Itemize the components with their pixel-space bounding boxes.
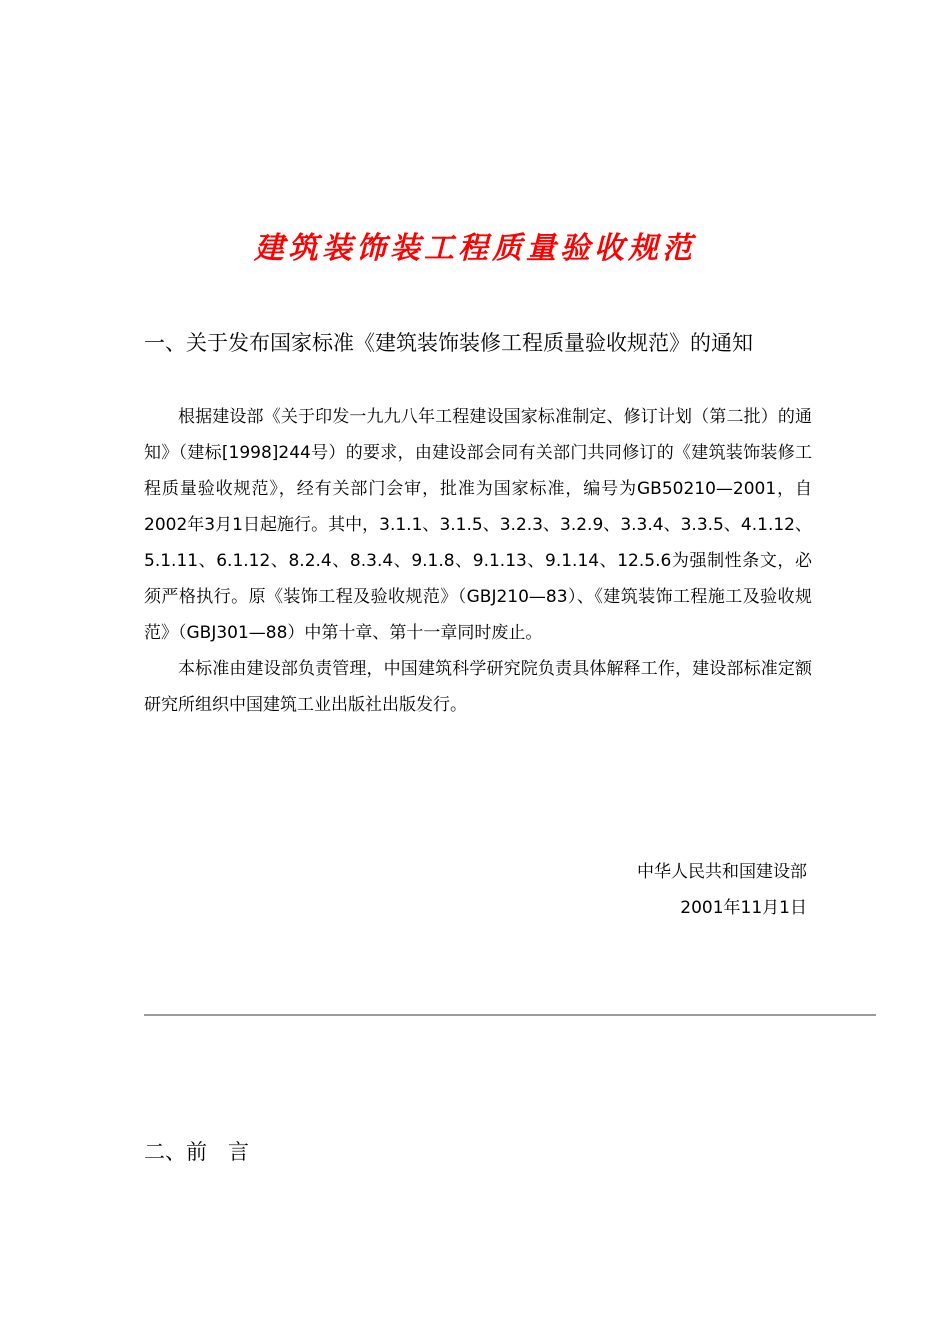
notice-body xyxy=(144,399,812,723)
section-heading-preface: 二、前 言 xyxy=(144,1140,249,1164)
signature-date: 2001年11月1日 xyxy=(680,898,807,918)
document-title: 建筑装饰装工程质量验收规范 xyxy=(254,231,696,266)
notice-paragraph-1: 根据建设部《关于印发一九九八年工程建设国家标准制定、修订计划（第二批）的通知》（建标[1998]244号）的要求，由建设部会同有关部门共同修订的《建筑装饰装修工程质量验收规范》，经有关部门会审，批准为国家标准，编号为GB50210—2001，自2002年3月1日起施行。其中，3.1.1、3.1.5、3.2.3、3.2.9、3.3.4、3.3.5、4.1.12、5.1.11、6.1.12、8.2.4、8.3.4、9.1.8、9.1.13、9.1.14、12.5.6为强制性条文，必须严格执行。原《装饰工程及验收规范》（GBJ210—83）、《建筑装饰工程施工及验收规范》（GBJ301—88）中第十章、第十一章同时废止。 xyxy=(144,407,812,643)
signature-organization: 中华人民共和国建设部 xyxy=(637,862,807,882)
section-heading-notice: 一、关于发布国家标准《建筑装饰装修工程质量验收规范》的通知 xyxy=(144,331,753,355)
signature-block xyxy=(637,854,807,926)
section-divider xyxy=(144,1014,876,1016)
notice-paragraph-2: 本标准由建设部负责管理，中国建筑科学研究院负责具体解释工作，建设部标准定额研究所组织中国建筑工业出版社出版发行。 xyxy=(144,659,812,715)
